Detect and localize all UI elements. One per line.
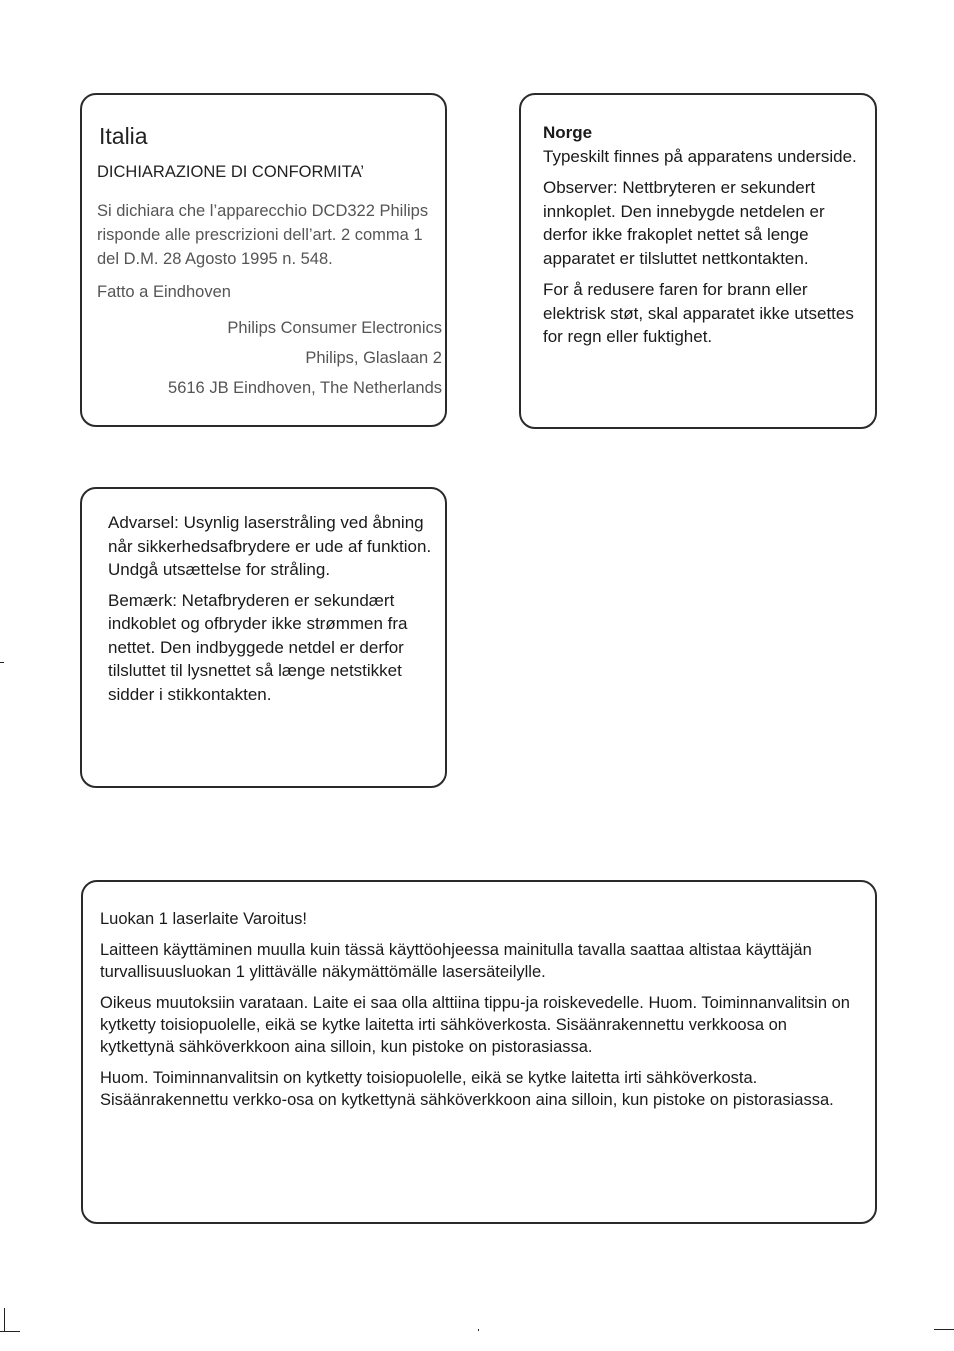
suomi-paragraph-2: Laitteen käyttäminen muulla kuin tässä käyttöohjeessa mainitulla tavalla saattaa altistaa käyttäjän turvallisuusluokan 1 ylittävälle näkymättömälle lasersäteilylle. bbox=[100, 941, 812, 981]
dansk-paragraph-2: Bemærk: Netafbryderen er sekundært indkoblet og ofbryder ikke strømmen fra nettet. Den indbyggede netdel er derfor tilsluttet til lysnettet så længe netstikket sidder i stikkontakten. bbox=[108, 590, 408, 704]
italia-made-in: Fatto a Eindhoven bbox=[97, 283, 231, 301]
suomi-paragraph-1: Luokan 1 laserlaite Varoitus! bbox=[100, 910, 307, 928]
italia-body: Si dichiara che l’apparecchio DCD322 Philips risponde alle prescrizioni dell’art. 2 comma 1 del D.M. 28 Agosto 1995 n. 548. bbox=[97, 202, 429, 268]
italia-address-line-1: Philips Consumer Electronics bbox=[227, 319, 442, 337]
crop-mark-bottom-left-vertical bbox=[4, 1308, 5, 1332]
italia-declaration-box bbox=[80, 93, 447, 427]
dansk-paragraph-1: Advarsel: Usynlig laserstråling ved åbning når sikkerhedsafbrydere er ude af funktion. Undgå utsættelse for stråling. bbox=[108, 513, 432, 579]
norge-notice-box bbox=[519, 93, 877, 429]
suomi-paragraph-3: Oikeus muutoksiin varataan. Laite ei saa olla alttiina tippu-ja roiskevedelle. Huom. Toiminnanvalitsin on kytketty toisiopuolelle, eikä se kytke laitetta irti sähköverkosta. Sisäänrakennettu verkkoosa on kytkettynä sähköverkkoon aina silloin, kun pistoke on pistorasiassa. bbox=[100, 994, 850, 1056]
norge-paragraph-3: For å redusere faren for brann eller elektrisk støt, skal apparatet ikke utsettes for regn eller fuktighet. bbox=[543, 280, 854, 346]
dansk-notice-box bbox=[80, 487, 447, 788]
norge-title: Norge bbox=[543, 123, 593, 142]
suomi-paragraph-4: Huom. Toiminnanvalitsin on kytketty toisiopuolelle, eikä se kytke laitetta irti sähköverkosta. Sisäänrakennettu verkko-osa on kytkettynä sähköverkkoon aina silloin, kun pistoke on pistorasiassa. bbox=[100, 1069, 834, 1109]
norge-text-1: Typeskilt finnes på apparatens underside. bbox=[543, 146, 857, 166]
norge-content bbox=[543, 121, 861, 357]
italia-address-line-3: 5616 JB Eindhoven, The Netherlands bbox=[168, 379, 442, 397]
italia-title: Italia bbox=[99, 123, 148, 149]
suomi-notice-box bbox=[81, 880, 877, 1224]
italia-address-line-2: Philips, Glaslaan 2 bbox=[305, 349, 442, 367]
italia-heading: DICHIARAZIONE DI CONFORMITA’ bbox=[97, 163, 365, 181]
crop-mark-bottom-left-horizontal bbox=[0, 1331, 20, 1332]
dansk-content bbox=[108, 511, 438, 713]
suomi-content bbox=[100, 908, 860, 1120]
crop-mark-bottom-center bbox=[478, 1329, 479, 1331]
norge-paragraph-2: Observer: Nettbryteren er sekundert innkoplet. Den innebygde netdelen er derfor ikke frakoplet nettet så lenge apparatet er tilsluttet nettkontakten. bbox=[543, 178, 825, 268]
norge-paragraph-1 bbox=[543, 121, 861, 168]
crop-mark-left-tick bbox=[0, 662, 4, 663]
crop-mark-bottom-right-horizontal bbox=[934, 1329, 954, 1330]
